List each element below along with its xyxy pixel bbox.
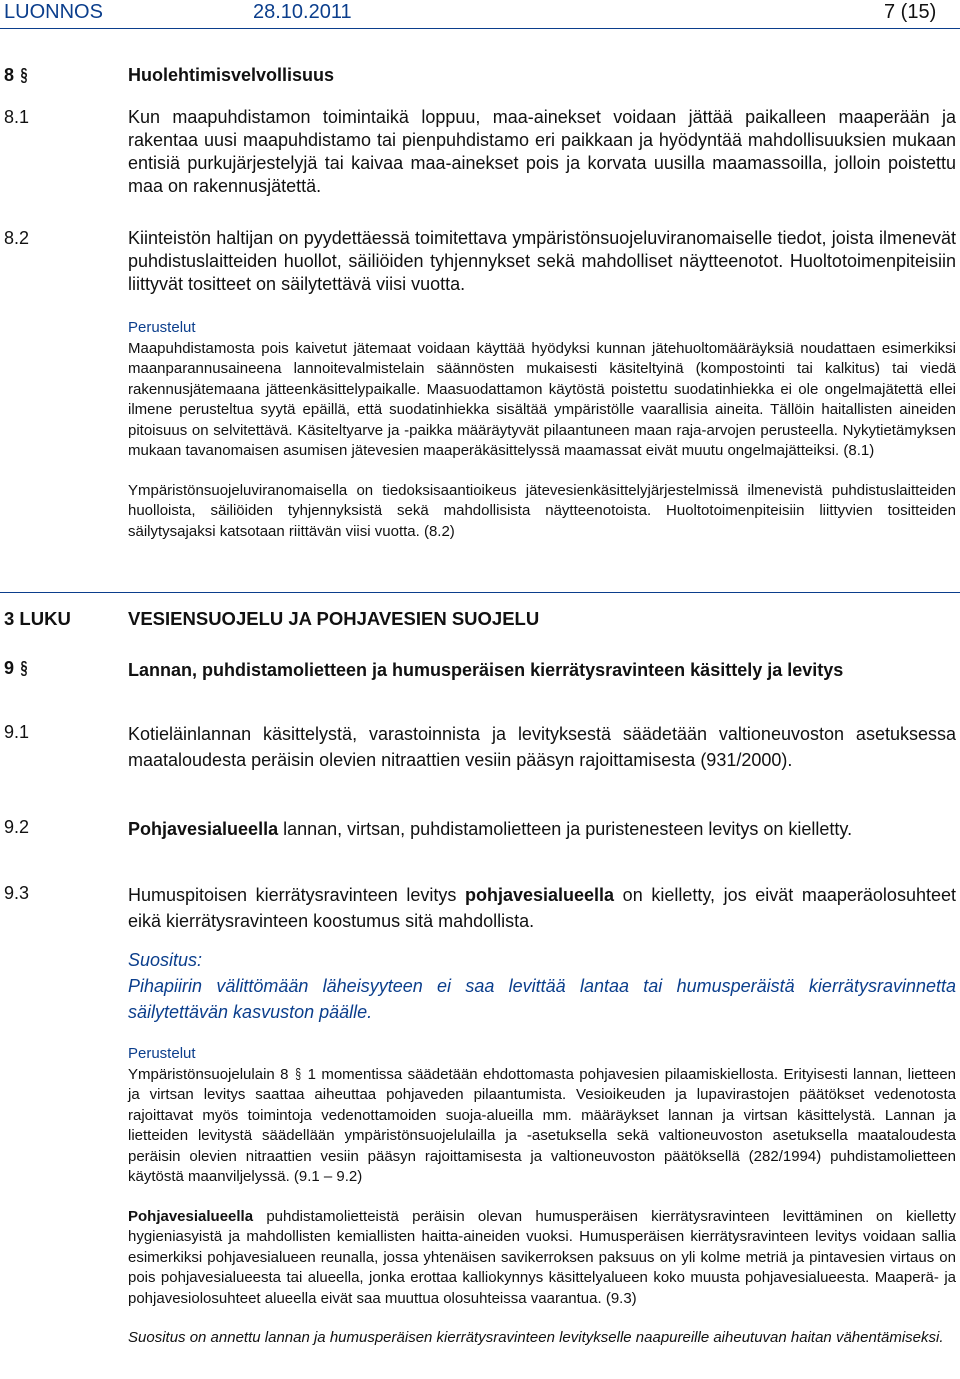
clause-text: Kiinteistön haltijan on pyydettäessä toimitettava ympäristönsuojeluviranomaiselle tiedot, joista ilmenevät puhdistuslaitteiden huollot, säiliöiden tyhjennykset sekä mahdolliset näytteenotot. Huoltotoimenpiteisiin liittyvät tositteet on säilytettävä viisi vuotta.: [128, 228, 956, 294]
rationale-text: Ympäristönsuojeluviranomaisella on tiedoksisaantioikeus jätevesienkäsittelyjärjestelmissä ilmenevistä puhdistuslaitteiden huolloista, säiliöiden tyhjennyksistä sekä mahdollisista näytteenotoista. Huoltotoimenpiteisiin liittyvien tositteiden säilytysajaksi katsotaan riittävän viisi vuotta. (8.2): [128, 481, 956, 540]
keyword: pohjavesialueella: [464, 885, 615, 905]
paragraph-sign: §: [20, 658, 28, 678]
clause-text: Humuspitoisen kierrätysravinteen levitys: [128, 885, 465, 905]
clause-text: lannan, virtsan, puhdistamolietteen ja puristenesteen levitys on kielletty.: [278, 819, 853, 839]
paragraph-sign: §: [20, 65, 28, 85]
chapter-title: VESIENSUOJELU JA POHJAVESIEN SUOJELU: [128, 608, 540, 629]
clause-number: 9.1: [4, 722, 30, 742]
clause-number: 8.2: [4, 228, 30, 248]
keyword: Pohjavesialueella: [128, 819, 279, 839]
clause-number: 9.2: [4, 817, 30, 837]
section-number: 8: [4, 65, 15, 85]
clause-text: on kielletty, jos eivät maaperäolosuhteet eikä kierrätysravinteen koostumus sitä mahdollista.: [128, 885, 956, 931]
rationale-text: Maapuhdistamosta pois kaivetut jätemaat voidaan käyttää hyödyksi kunnan jätehuoltomääräyksiä noudattaen esimerkiksi maanparannusaineena lannoitevalmistelain säännösten mukaisesti käsiteltyinä (kompostointi tai kalkitus) tai viedä rakennusjätemaana jätteenkäsittelypaikalle. Maasuodattamon käytöstä poistettu suodatinhiekka ei ole ongelmajätettä ellei ilmene perusteltua syytä epäillä, että suodatinhiekka sisältää ympäristölle vaarallisia aineita. Tällöin haitallisten aineiden pitoisuus on selvitettävä. Käsiteltyarve ja -paikka määräytyvät pilaantuneen maan raja-arvojen perusteella. Nykytietämyksen mukaan tavanomaisen asumisen jätevesien maaperäkäsittelyssä maamassat eivät muutu ongelmajätteiksi. (8.1): [128, 339, 956, 459]
chapter-number: 3 LUKU: [4, 608, 71, 629]
section-title: Lannan, puhdistamolietteen ja humusperäisen kierrätysravinteen käsittely ja levitys: [128, 660, 844, 680]
section-number: 9: [4, 658, 15, 678]
clause-number: 9.3: [4, 883, 30, 903]
recommendation-text: Pihapiirin välittömään läheisyyteen ei saa levittää lantaa tai humusperäistä kierrätysravinnetta säilytettävän kasvuston päälle.: [128, 976, 956, 1022]
recommendation-heading: Suositus:: [128, 950, 203, 970]
rationale-text: Ympäristönsuojelulain 8: [128, 1065, 289, 1083]
page-header: [0, 0, 960, 30]
paragraph-sign: §: [295, 1065, 301, 1083]
clause-text: Kun maapuhdistamon toimintaikä loppuu, maa-ainekset voidaan jättää paikalleen maaperään ja rakentaa uusi maapuhdistamo tai pienpuhdistamo eri paikkaan ja hyödyntää mahdollisuuksien mukaan entisiä purkujärjestelyjä tai kaivaa maa-ainekset pois ja korvata uusilla maamassoilla, jolloin poistettu maa on rakennusjätettä.: [128, 107, 956, 196]
rationale-heading: Perustelut: [128, 319, 196, 336]
clause-number: 8.1: [4, 107, 30, 127]
rationale-text: puhdistamolietteistä peräisin olevan humusperäisen kierrätysravinteen levittäminen on kielletty hygieniasyistä ja mahdollisten kemiallisten haitta-aineiden vuoksi. Humusperäisen kierrätysravinteen levitys voidaan sallia esimerkiksi pohjavesialueen reunalla, jossa yhtenäisen savikerroksen paksuus on yli kolme metriä ja pintavesien virtaus on pois pohjavesialueesta tai alueella, jonka erottaa kalliokynnys käsittelyalueen koko muusta pohjavesialueesta. Maaperä- ja pohjavesiolosuhteet alueella eivät saa muuttua olosuhteissa vaarantua. (9.3): [128, 1207, 956, 1307]
document-date: 28.10.2011: [253, 1, 352, 23]
rationale-text: 1 momentissa säädetään ehdottomasta pohjavesien pilaamiskiellosta. Erityisesti lannan, lietteen ja virtsan levitys saattaa aiheuttaa pohjaveden pilaantumista. Vesioikeuden ja lupavirastojen päätökset vedenotosta rajoittavat myös toimintoja vedenottamoiden suoja-alueilla mm. määräykset lannan ja virtsan käsittelystä. Lannan ja lietteiden levitystä säädellään ympäristönsuojelulailla ja -asetuksella sekä valtioneuvoston asetuksella maataloudesta peräisin olevien nitraattien vesiin pääsyn rajoittamisesta ja valtioneuvoston päätöksellä (282/1994) puhdistamolietteen käytöstä maanviljelyssä. (9.1 – 9.2): [128, 1065, 957, 1185]
closing-recommendation: Suositus on annettu lannan ja humusperäisen kierrätysravinteen levitykselle naapureille aiheutuvan haitan vähentämiseksi.: [128, 1329, 944, 1346]
page-number: 7 (15): [884, 1, 937, 23]
rationale-heading: Perustelut: [128, 1045, 196, 1062]
header-divider: [0, 28, 960, 29]
keyword: Pohjavesialueella: [128, 1207, 254, 1225]
clause-text: Kotieläinlannan käsittelystä, varastoinnista ja levityksestä säädetään valtioneuvoston asetuksessa maataloudesta peräisin olevien nitraattien vesiin pääsyn rajoittamisesta (931/2000).: [128, 724, 956, 770]
draft-label: LUONNOS: [4, 1, 103, 23]
chapter-divider: [0, 592, 960, 593]
section-title: Huolehtimisvelvollisuus: [128, 65, 335, 85]
